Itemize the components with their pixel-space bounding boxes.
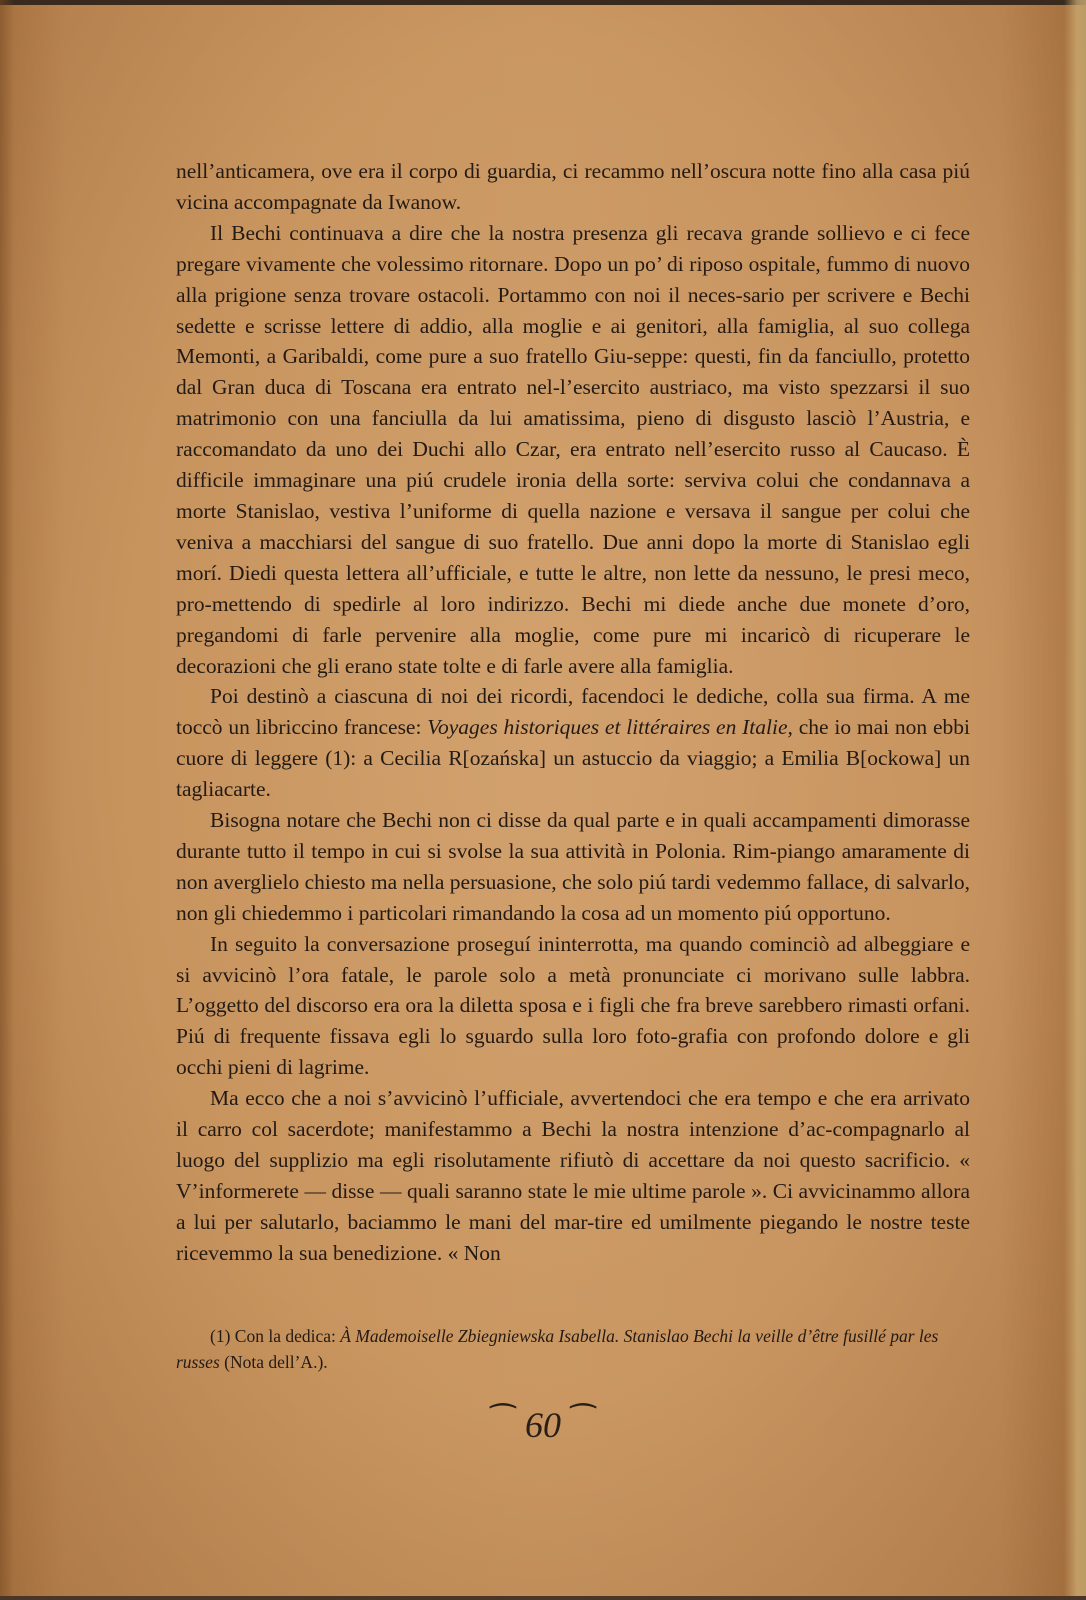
page-number-ornament-right: ⁀	[571, 1405, 596, 1438]
footnote-text: (Nota dell’A.).	[219, 1352, 328, 1372]
paragraph-text: Poi destinò a ciascuna di noi dei ricordi, facendoci le dediche, colla sua firma. A me toccò un libriccino francese:	[176, 684, 970, 740]
footnote-dedication: À Mademoiselle Zbiegniewska Isabella. Stanislao Bechi la veille d’être fusillé par les russes	[176, 1326, 939, 1372]
paragraph: In seguito la conversazione proseguí ininterrotta, ma quando cominciò ad albeggiare e si avvicinò l’ora fatale, le parole solo a metà pronunciate ci morivano sulle labbra. L’oggetto del discorso era ora la diletta sposa e i figli che fra breve sarebbero rimasti orfani. Piú di frequente fissava egli lo sguardo sulla loro foto-grafia con profondo dolore e gli occhi pieni di lagrime.	[176, 931, 970, 1080]
page-bottom-edge	[0, 1596, 1086, 1600]
body-text	[176, 156, 970, 1269]
page-number-ornament-left: ⁀	[490, 1405, 515, 1438]
paragraph: nell’anticamera, ove era il corpo di guardia, ci recammo nell’oscura notte fino alla casa piú vicina accompagnate da Iwanow.	[176, 159, 970, 214]
page-top-edge	[0, 0, 1086, 5]
paragraph: Bisogna notare che Bechi non ci disse da qual parte e in quali accampamenti dimorasse durante tutto il tempo in cui si svolse la sua attività in Polonia. Rim-piango amaramente di non averglielo chiesto ma nella persuasione, che solo piú tardi vedemmo fallace, di salvarlo, non gli chiedemmo i particolari rimandando la cosa ad un momento piú opportuno.	[176, 808, 970, 925]
paragraph	[176, 681, 970, 805]
page-left-shadow	[0, 0, 14, 1600]
footnote	[176, 1323, 976, 1375]
footnote-text: (1) Con la dedica:	[210, 1326, 341, 1346]
paragraph: Ma ecco che a noi s’avvicinò l’ufficiale, avvertendoci che era tempo e che era arrivato il carro col sacerdote; manifestammo a Bechi la nostra intenzione d’ac-compagnarlo al luogo del supplizio ma egli risolutamente rifiutò di accettare da noi questo sacrificio. « V’informerete — disse — quali saranno state le mie ultime parole ». Ci avvicinammo allora a lui per salutarlo, baciammo le mani del mar-tire ed umilmente piegando le nostre teste ricevemmo la sua benedizione. « Non	[176, 1086, 970, 1265]
page-number-value: 60	[525, 1405, 561, 1445]
book-title: Voyages historiques et littéraires en Italie,	[427, 715, 793, 740]
paragraph: Il Bechi continuava a dire che la nostra presenza gli recava grande sollievo e ci fece pregare vivamente che volessimo ritornare. Dopo un po’ di riposo ospitale, fummo di nuovo alla prigione senza trovare ostacoli. Portammo con noi il neces-sario per scrivere e Bechi sedette e scrisse lettere di addio, alla moglie e ai genitori, alla famiglia, al suo collega Memonti, a Garibaldi, come pure a suo fratello Giu-seppe: questi, fin da fanciullo, protetto dal Gran duca di Toscana era entrato nel-l’esercito austriaco, ma visto spezzarsi il suo matrimonio con una fanciulla da lui amatissima, pieno di disgusto lasciò l’Austria, e raccomandato da uno dei Duchi allo Czar, era entrato nell’esercito russo al Caucaso. È difficile immaginare una piú crudele ironia della sorte: serviva colui che condannava a morte Stanislao, vestiva l’uniforme di quella nazione e versava il sangue per colui che veniva a macchiarsi del sangue di suo fratello. Due anni dopo la morte di Stanislao egli morí. Diedi questa lettera all’ufficiale, e tutte le altre, non lette da nessuno, le presi meco, pro-mettendo di spedirle al loro indirizzo. Bechi mi diede anche due monete d’oro, pregandomi di farle pervenire alla moglie, come pure mi incaricò di ricuperare le decorazioni che gli erano state tolte e di farle avere alla famiglia.	[176, 220, 970, 678]
paragraph-text: che io mai non ebbi cuore di leggere (1): a Cecilia R[ozańska] un astuccio da viaggio; a Emilia B[ockowa] un tagliacarte.	[176, 715, 970, 802]
page-right-edge	[1064, 0, 1086, 1600]
page-number	[0, 1398, 1086, 1449]
